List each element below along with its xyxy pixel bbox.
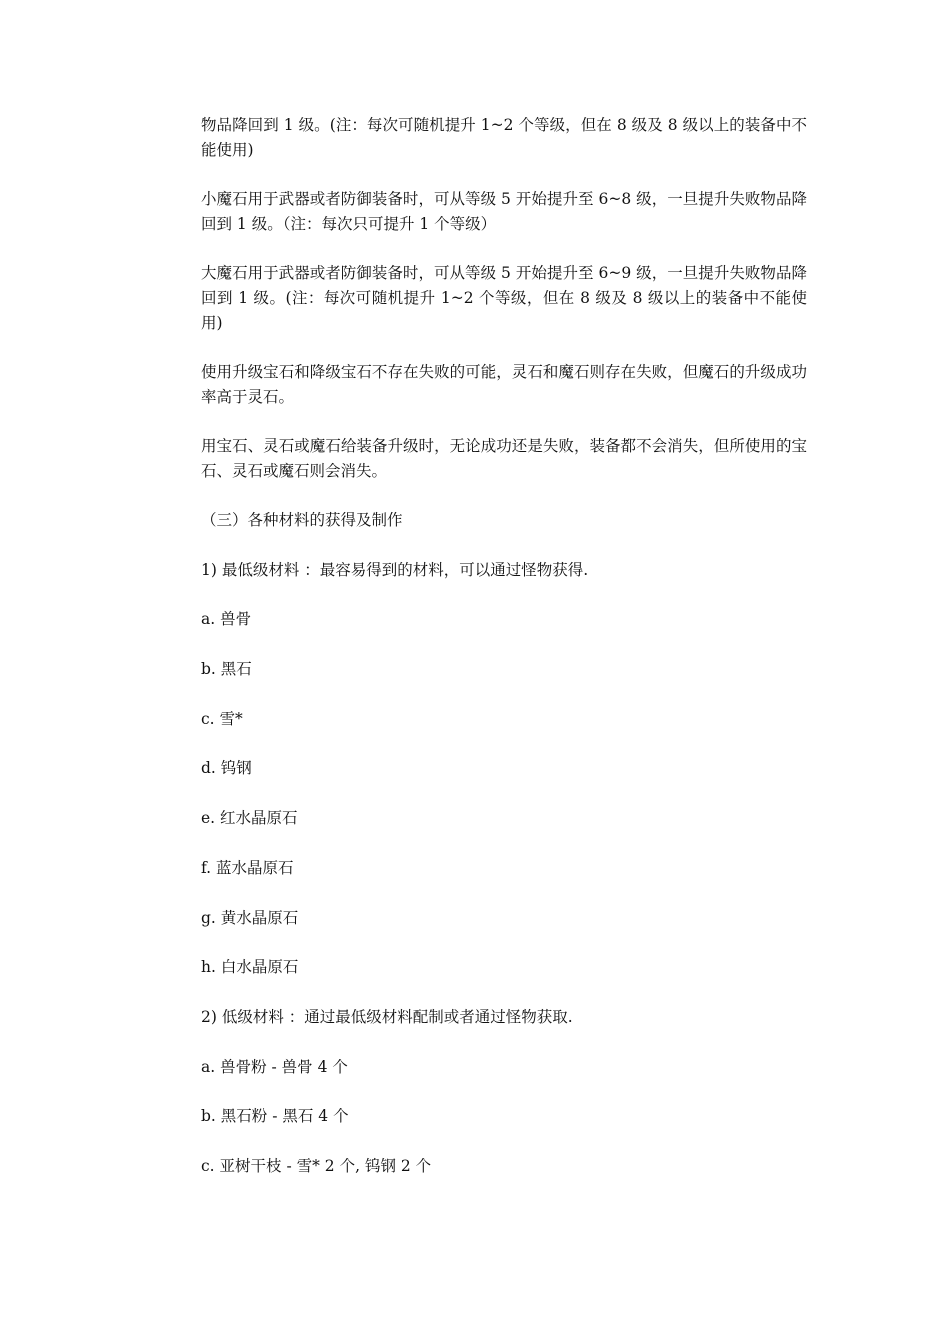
- list-item: a. 兽骨: [201, 610, 252, 629]
- paragraph-large-magic-stone: 大魔石用于武器或者防御装备时，可从等级 5 开始提升至 6~9 级，一旦提升失败物品降回到 1 级。(注：每次可随机提升 1~2 个等级，但在 8 级及 8 级以上的装备中不能使用): [201, 264, 807, 332]
- paragraph-small-magic-stone: 小魔石用于武器或者防御装备时，可从等级 5 开始提升至 6~8 级，一旦提升失败物品降回到 1 级。（注：每次只可提升 1 个等级）: [201, 190, 807, 233]
- document-body: [201, 113, 807, 1204]
- list-item: a. 兽骨粉 - 兽骨 4 个: [201, 1057, 348, 1076]
- list-item: b. 黑石: [201, 660, 252, 679]
- paragraph-gem-consumption: 用宝石、灵石或魔石给装备升级时，无论成功还是失败，装备都不会消失，但所使用的宝石、灵石或魔石则会消失。: [201, 437, 807, 480]
- list-item: f. 蓝水晶原石: [201, 858, 294, 877]
- subheading-low-materials: 2) 低级材料 ：通过最低级材料配制或者通过怪物获取.: [201, 1007, 573, 1026]
- list-item: d. 钨钢: [201, 759, 252, 778]
- paragraph-level-downgrade-note: 物品降回到 1 级。(注：每次可随机提升 1~2 个等级，但在 8 级及 8 级以上的装备中不能使用): [201, 116, 807, 159]
- section-heading-materials: （三）各种材料的获得及制作: [201, 511, 403, 529]
- list-item: c. 亚树干枝 - 雪* 2 个, 钨钢 2 个: [201, 1156, 432, 1175]
- list-item: e. 红水晶原石: [201, 809, 298, 828]
- list-item: g. 黄水晶原石: [201, 908, 299, 927]
- paragraph-failure-chance: 使用升级宝石和降级宝石不存在失败的可能，灵石和魔石则存在失败，但魔石的升级成功率高于灵石。: [201, 363, 807, 406]
- list-item: c. 雪*: [201, 709, 243, 728]
- subheading-lowest-materials: 1) 最低级材料 ：最容易得到的材料，可以通过怪物获得.: [201, 560, 589, 579]
- list-item: h. 白水晶原石: [201, 958, 299, 977]
- list-item: b. 黑石粉 - 黑石 4 个: [201, 1107, 349, 1126]
